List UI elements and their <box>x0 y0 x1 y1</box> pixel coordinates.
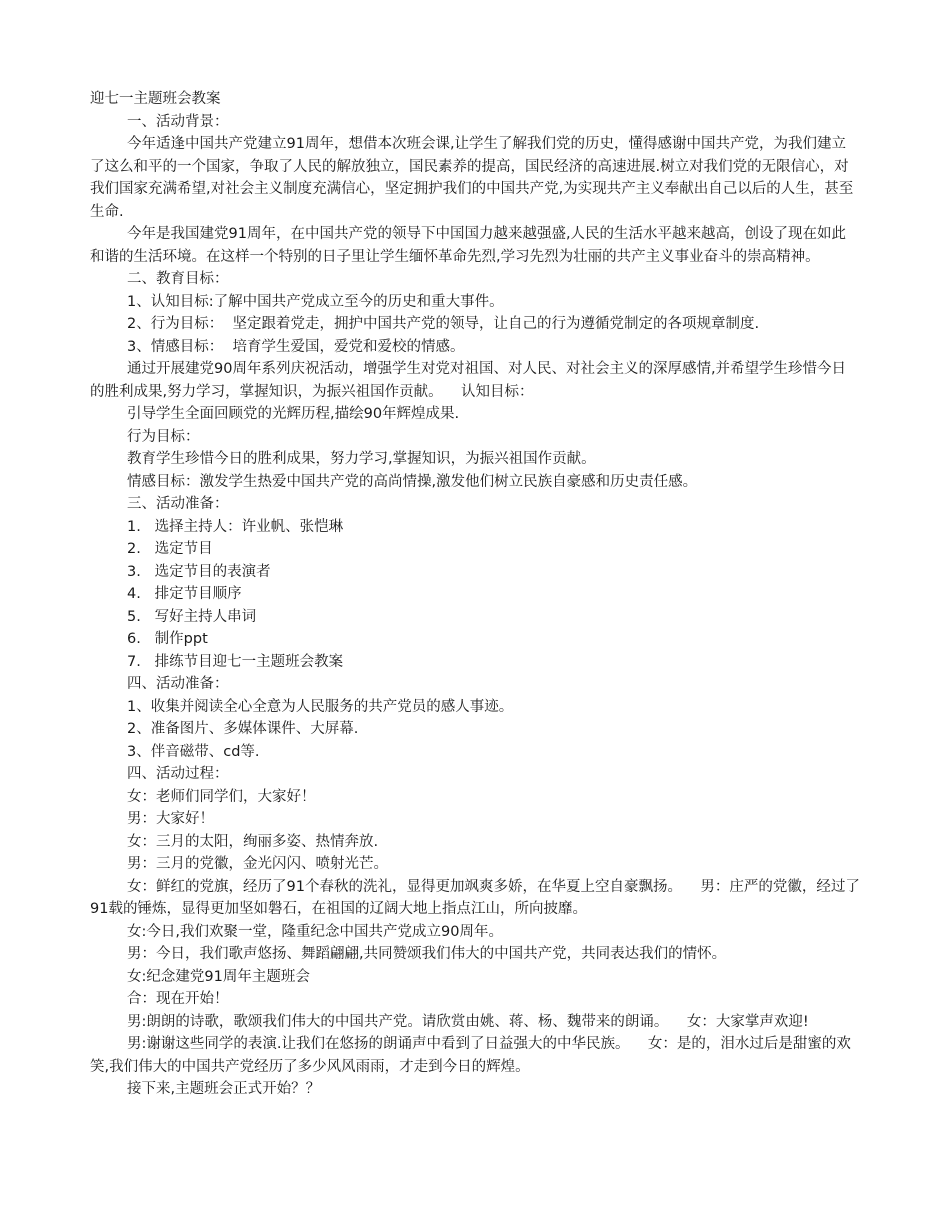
paragraph: 1、收集并阅读全心全意为人民服务的共产党员的感人事迹。 <box>127 698 514 715</box>
paragraph: 女：鲜红的党旗，经历了91个春秋的洗礼，显得更加飒爽多娇，在华夏上空自豪飘扬。 男：庄严的党徽，经过了91载的锤炼，显得更加坚如磐石，在祖国的辽阔大地上指点江山，所向披靡。 <box>90 878 860 917</box>
paragraph: 教育学生珍惜今日的胜利成果，努力学习,掌握知识，为振兴祖国作贡献。 <box>127 451 596 467</box>
paragraph: 3. 选定节目的表演者 <box>127 563 271 580</box>
paragraph: 女：老师们同学们，大家好！ <box>127 788 316 805</box>
paragraph: 女:今日,我们欢聚一堂，隆重纪念中国共产党成立90周年。 <box>127 923 503 940</box>
paragraph: 3、情感目标： 培育学生爱国，爱党和爱校的情感。 <box>127 338 465 355</box>
document-body <box>90 111 860 1101</box>
paragraph: 男:朗朗的诗歌，歌颂我们伟大的中国共产党。请欣赏由姚、蒋、杨、魏带来的朗诵。 女：大家掌声欢迎! <box>127 1013 809 1030</box>
document-page <box>90 88 860 1101</box>
paragraph: 2、准备图片、多媒体课件、大屏幕. <box>127 721 359 737</box>
paragraph: 今年是我国建党91周年，在中国共产党的领导下中国国力越来越强盛,人民的生活水平越来越高，创设了现在如此和谐的生活环境。在这样一个特别的日子里让学生缅怀革命先烈,学习先烈为壮丽的共产主义事业奋斗的崇高精神。 <box>90 226 847 265</box>
paragraph: 二、教育目标： <box>127 271 229 287</box>
paragraph: 6. 制作ppt <box>127 631 208 647</box>
paragraph: 引导学生全面回顾党的光辉历程,描绘90年辉煌成果. <box>127 406 460 422</box>
paragraph: 男:谢谢这些同学的表演.让我们在悠扬的朗诵声中看到了日益强大的中华民族。 女：是的，泪水过后是甜蜜的欢笑,我们伟大的中国共产党经历了多少风风雨雨，才走到今日的辉煌。 <box>90 1036 851 1075</box>
paragraph: 男：今日，我们歌声悠扬、舞蹈翩翩,共同赞颂我们伟大的中国共产党，共同表达我们的情怀。 <box>127 946 727 962</box>
paragraph: 一、活动背景： <box>127 113 229 130</box>
paragraph: 三、活动准备： <box>127 496 229 512</box>
paragraph: 5. 写好主持人串词 <box>127 608 257 625</box>
document-title: 迎七一主题班会教案 <box>90 91 221 107</box>
paragraph: 1. 选择主持人：许业帆、张恺琳 <box>127 518 344 535</box>
paragraph: 1、认知目标:了解中国共产党成立至今的历史和重大事件。 <box>127 293 504 310</box>
paragraph: 四、活动准备： <box>127 676 229 692</box>
paragraph: 合：现在开始！ <box>127 991 229 1007</box>
paragraph: 2. 选定节目 <box>127 541 213 557</box>
paragraph: 4. 排定节目顺序 <box>127 586 242 602</box>
paragraph: 男：大家好！ <box>127 811 214 827</box>
paragraph: 7. 排练节目迎七一主题班会教案 <box>127 653 344 670</box>
paragraph: 四、活动过程： <box>127 766 229 782</box>
paragraph: 2、行为目标： 坚定跟着党走，拥护中国共产党的领导，让自己的行为遵循党制定的各项规章制度. <box>127 316 760 332</box>
paragraph: 接下来,主题班会正式开始？？ <box>127 1081 321 1097</box>
paragraph: 今年适逢中国共产党建立91周年，想借本次班会课,让学生了解我们党的历史，懂得感谢中国共产党，为我们建立了这么和平的一个国家，争取了人民的解放独立，国民素养的提高，国民经济的高速进展.树立对我们党的无限信心，对我们国家充满希望,对社会主义制度充满信心，坚定拥护我们的中国共产党,为实现共产主义奉献出自己以后的人生，甚至生命. <box>90 136 854 220</box>
paragraph: 女：三月的太阳，绚丽多姿、热情奔放. <box>127 833 379 850</box>
paragraph: 男：三月的党徽，金光闪闪、喷射光芒。 <box>127 856 388 872</box>
paragraph: 女:纪念建党91周年主题班会 <box>127 968 310 985</box>
paragraph: 通过开展建党90周年系列庆祝活动，增强学生对党对祖国、对人民、对社会主义的深厚感情,并希望学生珍惜今日的胜利成果,努力学习，掌握知识，为振兴祖国作贡献。 认知目标： <box>90 361 847 400</box>
paragraph: 情感目标：激发学生热爱中国共产党的高尚情操,激发他们树立民族自豪感和历史责任感。 <box>127 473 698 490</box>
paragraph: 3、伴音磁带、cd等. <box>127 743 260 760</box>
paragraph: 行为目标： <box>127 428 200 445</box>
